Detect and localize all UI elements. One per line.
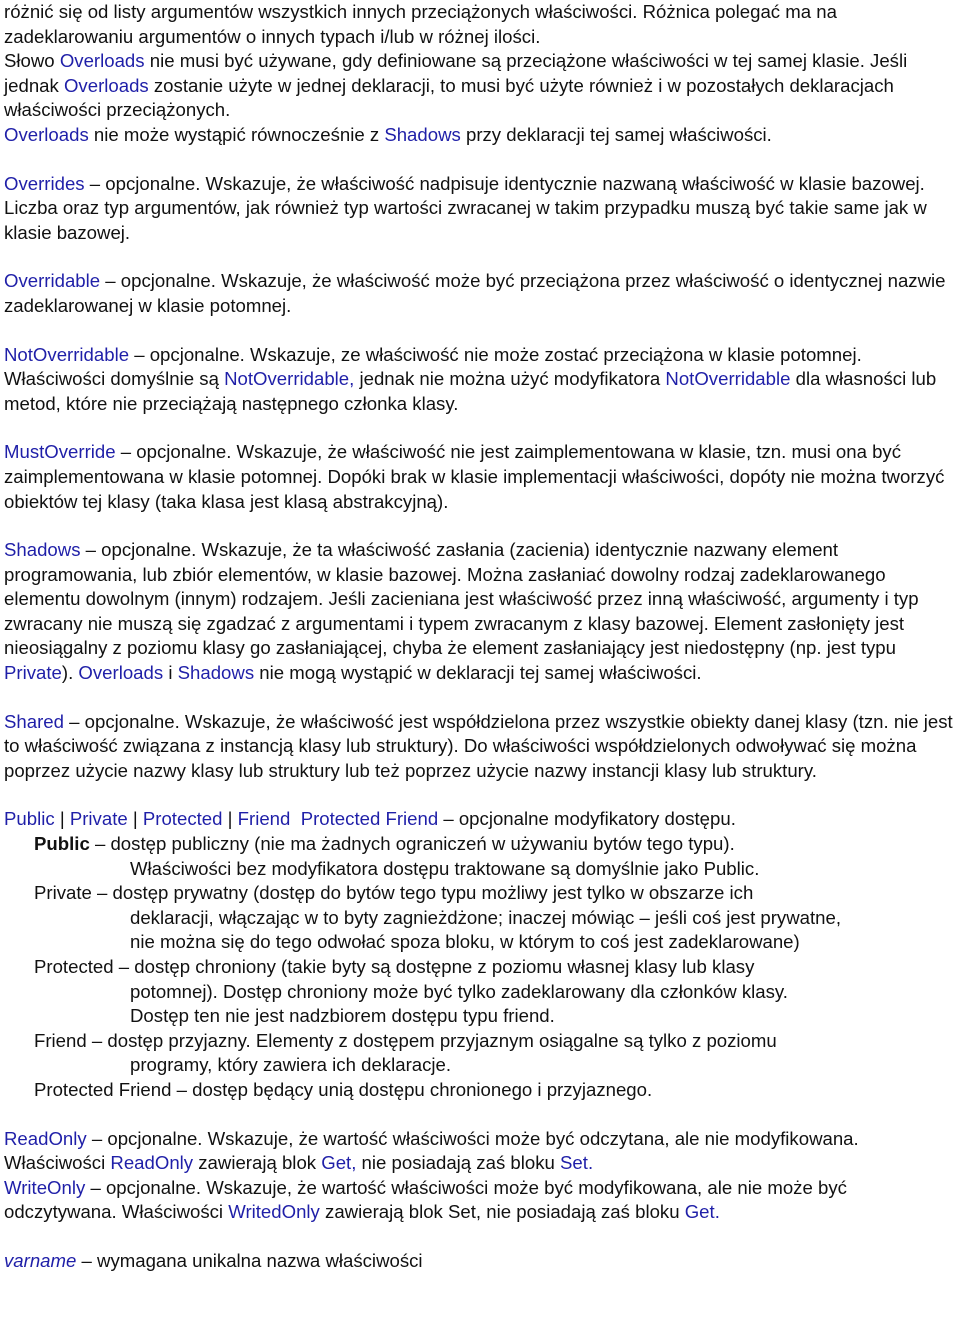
- keyword-public: Public: [4, 808, 55, 830]
- modifier-line: Public – dostęp publiczny (nie ma żadnych ograniczeń w używaniu bytów tego typu).: [34, 833, 735, 855]
- keyword-get: Get.: [684, 1201, 720, 1223]
- keyword-protected-friend: Protected Friend: [300, 808, 439, 830]
- modifier-name: Protected Friend: [34, 1078, 172, 1100]
- keyword-varname: varname: [4, 1249, 77, 1271]
- keyword-friend: Friend: [237, 808, 291, 830]
- modifier-name: Private: [34, 882, 92, 904]
- keyword-protected: Protected: [142, 808, 223, 830]
- keyword-notoverridable: NotOverridable: [665, 368, 791, 390]
- text-line: różnić się od listy argumentów wszystkich innych przeciążonych właściwości. Różnica polegać ma na zadeklarowaniu argumentów o innych typach i/lub w różnej ilości.: [4, 1, 837, 47]
- keyword-overridable: Overridable: [4, 270, 101, 292]
- modifier-name: Protected: [34, 956, 114, 977]
- modifier-line: programy, który zawiera ich deklaracje.: [130, 1054, 452, 1076]
- keyword-readonly: ReadOnly: [110, 1152, 194, 1174]
- modifier-line: Dostęp ten nie jest nadzbiorem dostępu typu friend.: [130, 1005, 555, 1027]
- keyword-set: Set.: [560, 1152, 594, 1174]
- modifier-line: deklaracji, włączając w to byty zagnieżdżone; inaczej mówiąc – jeśli coś jest prywatne,: [130, 906, 842, 928]
- modifier-line: potomnej). Dostęp chroniony może być tylko zadeklarowany dla członków klasy.: [130, 980, 788, 1002]
- access-modifiers-section: [4, 807, 960, 1102]
- keyword-overloads: Overloads: [59, 50, 145, 72]
- modifier-name: Public: [34, 833, 90, 855]
- modifier-line: Właściwości bez modyfikatora dostępu traktowane są domyślnie jako Public.: [130, 857, 760, 879]
- readonly-paragraph: ReadOnly – opcjonalne. Wskazuje, że wartość właściwości może być odczytana, ale nie modyfikowana. Właściwości ReadOnly zawierają blok Get, nie posiadają zaś bloku Set.: [4, 1127, 859, 1174]
- keyword-overrides: Overrides: [4, 172, 85, 194]
- modifier-line: Friend – dostęp przyjazny. Elementy z dostępem przyjaznym osiągalne są tylko z poziomu: [34, 1029, 777, 1051]
- modifier-line: Protected – dostęp chroniony (takie byty są dostępne z poziomu własnej klasy lub klasy: [34, 956, 755, 977]
- keyword-writedonly: WritedOnly: [228, 1201, 320, 1223]
- overrides-paragraph: Overrides – opcjonalne. Wskazuje, że właściwość nadpisuje identycznie nazwaną właściwość w klasie bazowej. Liczba oraz typ argumentów, jak również typ wartości zwracanej w takim przypadku muszą być takie same jak w klasie bazowej.: [4, 172, 927, 243]
- modifier-line: nie można się do tego odwołać spoza bloku, w którym to coś jest zadeklarowane): [130, 931, 800, 953]
- keyword-mustoverride: MustOverride: [4, 441, 116, 463]
- keyword-get: Get,: [321, 1152, 357, 1174]
- varname-paragraph: varname – wymagana unikalna nazwa właściwości: [4, 1249, 423, 1271]
- modifier-name: Friend: [34, 1029, 87, 1051]
- keyword-overloads: Overloads: [78, 662, 164, 684]
- keyword-shadows: Shadows: [4, 539, 81, 561]
- keyword-private: Private: [69, 808, 128, 830]
- text-line: Overloads nie może wystąpić równocześnie z Shadows przy deklaracji tej samej właściwości.: [4, 123, 772, 145]
- keyword-shared: Shared: [4, 710, 64, 732]
- access-modifiers-heading: Public | Private | Protected | Friend Protected Friend – opcjonalne modyfikatory dostępu.: [4, 808, 736, 830]
- overloads-paragraph: [4, 0, 960, 148]
- keyword-overloads: Overloads: [4, 123, 89, 145]
- keyword-shadows: Shadows: [384, 123, 461, 145]
- keyword-overloads: Overloads: [63, 74, 149, 96]
- writeonly-paragraph: WriteOnly – opcjonalne. Wskazuje, że wartość właściwości może być modyfikowana, ale nie może być odczytywana. Właściwości WritedOnly zawierają blok Set, nie posiadają zaś bloku Get.: [4, 1176, 847, 1223]
- keyword-notoverridable: NotOverridable: [4, 343, 130, 365]
- shared-paragraph: Shared – opcjonalne. Wskazuje, że właściwość jest współdzielona przez wszystkie obiekty danej klasy (tzn. nie jest to właściwość związana z instancją klasy lub struktury). Do właściwości współdzielonych odwoływać się można poprzez użycie nazwy klasy lub struktury lub też poprzez użycie nazwy instancji klasy lub struktury.: [4, 710, 953, 781]
- modifier-protected: [4, 955, 960, 1029]
- modifier-private: [4, 881, 960, 955]
- modifier-line: Private – dostęp prywatny (dostęp do bytów tego typu możliwy jest tylko w obszarze ich: [34, 882, 754, 904]
- keyword-readonly: ReadOnly: [4, 1127, 87, 1149]
- mustoverride-paragraph: MustOverride – opcjonalne. Wskazuje, że właściwość nie jest zaimplementowana w klasie, tzn. musi ona być zaimplementowana w klasie potomnej. Dopóki brak w klasie implementacji właściwości, dopóty nie można tworzyć obiektów tej klasy (taka klasa jest klasą abstrakcyjną).: [4, 441, 945, 512]
- modifier-public: [4, 832, 960, 881]
- keyword-private: Private: [4, 662, 62, 684]
- modifier-protected-friend: [4, 1078, 960, 1103]
- modifier-line: Protected Friend – dostęp będący unią dostępu chronionego i przyjaznego.: [34, 1078, 653, 1100]
- modifier-friend: [4, 1029, 960, 1078]
- text-line: Słowo Overloads nie musi być używane, gdy definiowane są przeciążone właściwości w tej samej klasie. Jeśli jednak Overloads zostanie użyte w jednej deklaracji, to musi być użyte również i w pozostałych deklaracjach właściwości przeciążonych.: [4, 50, 908, 121]
- overridable-paragraph: Overridable – opcjonalne. Wskazuje, że właściwość może być przeciążona przez właściwość o identycznej nazwie zadeklarowanej w klasie potomnej.: [4, 270, 946, 316]
- notoverridable-paragraph: NotOverridable – opcjonalne. Wskazuje, ze właściwość nie może zostać przeciążona w klasie potomnej. Właściwości domyślnie są NotOverridable, jednak nie można użyć modyfikatora NotOverridable dla własności lub metod, które nie przeciążają następnego członka klasy.: [4, 343, 937, 414]
- keyword-writeonly: WriteOnly: [4, 1176, 86, 1198]
- keyword-shadows: Shadows: [177, 662, 255, 684]
- readonly-writeonly-section: [4, 1127, 960, 1225]
- keyword-notoverridable: NotOverridable,: [224, 368, 355, 390]
- shadows-paragraph: Shadows – opcjonalne. Wskazuje, że ta właściwość zasłania (zacienia) identycznie nazwany element programowania, lub zbiór elementów, w klasie bazowej. Można zasłaniać dowolny rodzaj zadeklarowanego elementu dowolnym (innym) rodzajem. Jeśli zacieniana jest właściwość przez inną właściwość, argumenty i typ zwracany nie muszą się zgadzać z argumentami i typem zwracanym z klasy bazowej. Element zasłonięty jest nieosiągalny z poziomu klasy go zasłaniającej, chyba że element zasłaniający jest niedostępny (np. jest typu Private). Overloads i Shadows nie mogą wystąpić w deklaracji tej samej właściwości.: [4, 539, 919, 684]
